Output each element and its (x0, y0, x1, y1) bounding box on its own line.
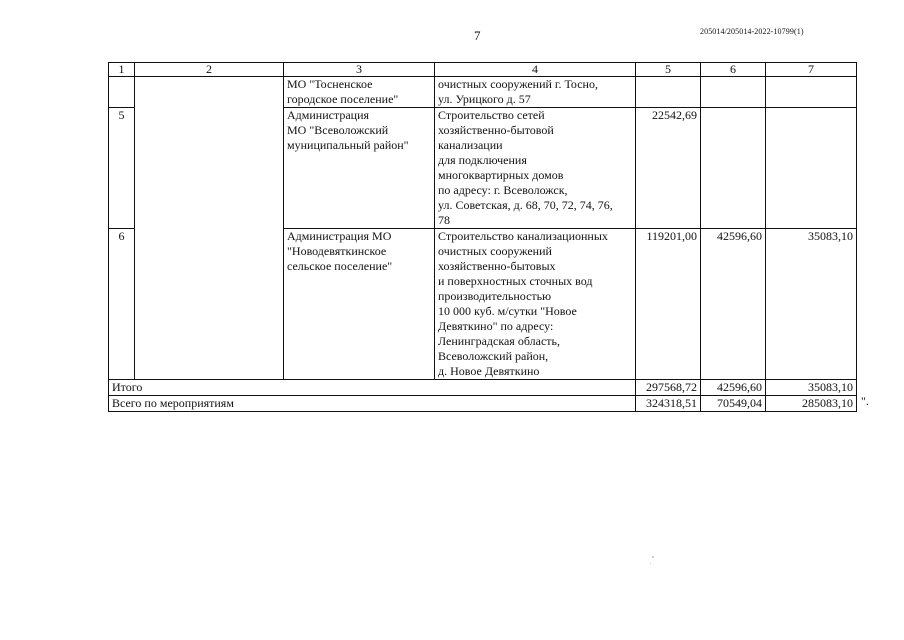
value-col5: 22542,69 (636, 108, 701, 229)
description-cell: Строительство сетей хозяйственно-бытовой канализации для подключения многоквартирных домов по адресу: г. Всеволожск, ул. Советская, д. 68, 70, 72, 74, 76, 78 (435, 108, 636, 229)
header-row (109, 63, 857, 77)
closing-quote-mark: ". (861, 394, 869, 408)
scan-speck (652, 556, 654, 558)
row-number: 6 (109, 229, 135, 380)
organization-cell: Администрация МО "Всеволожский муниципальный район" (284, 108, 435, 229)
total-col7: 285083,10 (766, 396, 857, 412)
header-cell: 3 (284, 63, 435, 77)
value-col6 (701, 108, 766, 229)
value-col5 (636, 77, 701, 108)
total-label: Всего по мероприятиям (109, 396, 636, 412)
total-col5: 324318,51 (636, 396, 701, 412)
page-number: 7 (474, 28, 481, 43)
merged-column-2-cell (135, 77, 284, 380)
total-label: Итого (109, 380, 636, 396)
subtotal-row (109, 380, 857, 396)
scan-speck (650, 563, 651, 564)
header-cell: 6 (701, 63, 766, 77)
value-col6 (701, 77, 766, 108)
organization-cell: Администрация МО "Новодевяткинское сельское поселение" (284, 229, 435, 380)
value-col6: 42596,60 (701, 229, 766, 380)
value-col7 (766, 77, 857, 108)
header-cell: 2 (135, 63, 284, 77)
total-col6: 70549,04 (701, 396, 766, 412)
header-cell: 7 (766, 63, 857, 77)
total-col6: 42596,60 (701, 380, 766, 396)
description-cell: Строительство канализационных очистных сооружений хозяйственно-бытовых и поверхностных сточных вод производительностью 10 000 куб. м/сутки "Новое Девяткино" по адресу: Ленинградская область, Всеволожский район, д. Новое Девяткино (435, 229, 636, 380)
organization-cell: МО "Тосненское городское поселение" (284, 77, 435, 108)
value-col5: 119201,00 (636, 229, 701, 380)
header-cell: 4 (435, 63, 636, 77)
value-col7: 35083,10 (766, 229, 857, 380)
document-id: 205014/205014-2022-10799(1) (700, 27, 804, 36)
header-cell: 1 (109, 63, 135, 77)
row-number: 5 (109, 108, 135, 229)
value-col7 (766, 108, 857, 229)
description-cell: очистных сооружений г. Тосно, ул. Урицкого д. 57 (435, 77, 636, 108)
table-row (109, 77, 857, 108)
header-cell: 5 (636, 63, 701, 77)
row-number (109, 77, 135, 108)
total-col7: 35083,10 (766, 380, 857, 396)
total-col5: 297568,72 (636, 380, 701, 396)
grand-total-row (109, 396, 857, 412)
funding-table (108, 62, 857, 412)
